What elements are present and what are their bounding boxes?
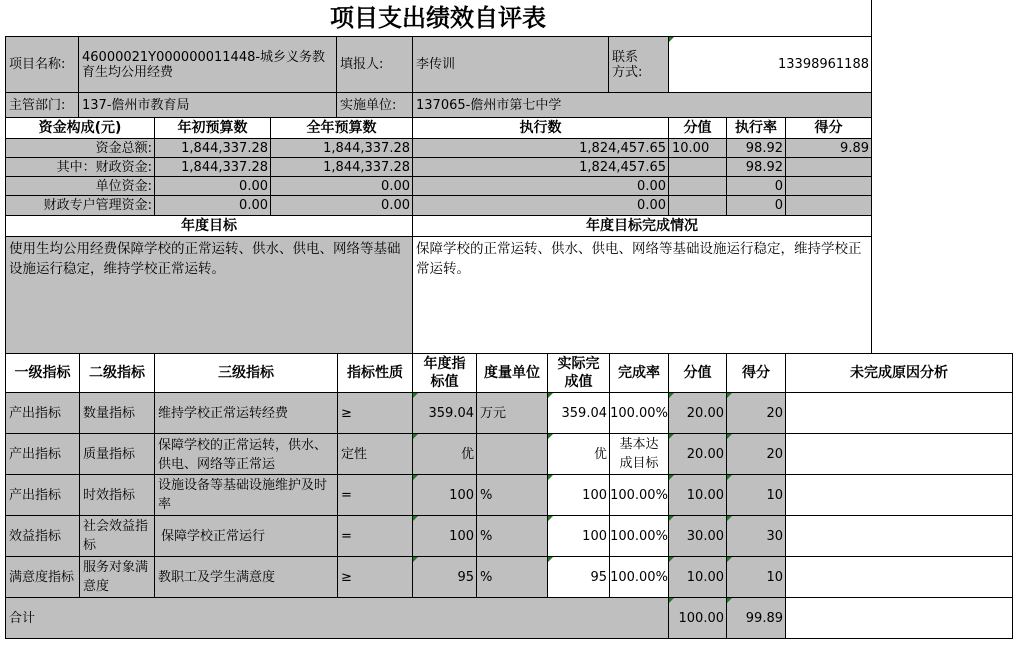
ind-header-unit: 度量单位: [476, 353, 548, 393]
ind-row-actual[interactable]: 100: [547, 474, 610, 516]
ind-header-l2: 二级指标: [79, 353, 155, 393]
ind-row-target: 95: [412, 556, 477, 598]
ind-row-rate[interactable]: 基本达成目标: [609, 433, 669, 475]
funds-row-rate: 0: [726, 195, 786, 216]
funds-row-initial: 0.00: [154, 195, 271, 216]
ind-row-l1: 产出指标: [5, 392, 80, 434]
ind-row-unit: [476, 433, 548, 475]
funds-row-annual: 1,844,337.28: [270, 138, 413, 158]
ind-header-actual: 实际完成值: [547, 353, 610, 393]
page-title: 项目支出绩效自评表: [5, 0, 872, 36]
funds-row-score-value: 10.00: [668, 138, 727, 158]
funds-header-initial: 年初预算数: [154, 117, 271, 139]
ind-row-value: 10.00: [668, 556, 727, 598]
ind-row-l3: 教职工及学生满意度: [154, 556, 338, 598]
ind-row-reason[interactable]: [785, 392, 1013, 434]
funds-row-score-value: [668, 157, 727, 177]
ind-row-l1: 效益指标: [5, 515, 80, 557]
funds-row-annual: 0.00: [270, 176, 413, 196]
ind-row-score: 20: [726, 433, 786, 475]
ind-row-reason[interactable]: [785, 474, 1013, 516]
funds-row-score: 9.89: [785, 138, 872, 158]
ind-row-actual[interactable]: 359.04: [547, 392, 610, 434]
ind-header-nature: 指标性质: [337, 353, 413, 393]
funds-header-annual: 全年预算数: [270, 117, 413, 139]
ind-row-reason[interactable]: [785, 515, 1013, 557]
ind-row-l3: 设施设备等基础设施维护及时率: [154, 474, 338, 516]
funds-row-executed: 0.00: [412, 195, 669, 216]
annual-goal-header: 年度目标: [5, 215, 413, 237]
ind-row-l2: 社会效益指标: [79, 515, 155, 557]
funds-row-initial: 1,844,337.28: [154, 138, 271, 158]
ind-row-reason[interactable]: [785, 433, 1013, 475]
ind-row-nature: ≥: [337, 556, 413, 598]
ind-row-target: 359.04: [412, 392, 477, 434]
reporter-value: 李传训: [412, 36, 609, 93]
ind-row-l1: 产出指标: [5, 474, 80, 516]
ind-row-nature: ≥: [337, 392, 413, 434]
ind-row-score: 20: [726, 392, 786, 434]
funds-row-annual: 1,844,337.28: [270, 157, 413, 177]
funds-header-score-value: 分值: [668, 117, 727, 139]
funds-row-executed: 1,824,457.65: [412, 138, 669, 158]
ind-header-score: 得分: [726, 353, 786, 393]
ind-row-l2: 质量指标: [79, 433, 155, 475]
ind-header-rate: 完成率: [609, 353, 669, 393]
contact-label: 联系方式:: [608, 36, 669, 93]
ind-row-score: 10: [726, 556, 786, 598]
funds-row-initial: 1,844,337.28: [154, 157, 271, 177]
funds-row-rate: 98.92: [726, 138, 786, 158]
total-reason[interactable]: [785, 597, 1013, 639]
funds-row-label: 其中：财政资金:: [5, 157, 155, 177]
funds-row-rate: 98.92: [726, 157, 786, 177]
ind-row-unit: %: [476, 556, 548, 598]
ind-row-value: 20.00: [668, 433, 727, 475]
ind-row-l2: 服务对象满意度: [79, 556, 155, 598]
funds-row-score: [785, 195, 872, 216]
annual-goal-text: 使用生均公用经费保障学校的正常运转、供水、供电、网络等基础设施运行稳定，维持学校正常运转。: [5, 236, 413, 354]
dept-label: 主管部门:: [5, 92, 79, 118]
ind-header-value: 分值: [668, 353, 727, 393]
ind-row-l1: 产出指标: [5, 433, 80, 475]
funds-row-score: [785, 157, 872, 177]
total-label: 合计: [5, 597, 669, 639]
funds-row-annual: 0.00: [270, 195, 413, 216]
ind-row-l3: 保障学校正常运行: [154, 515, 338, 557]
ind-row-target: 优: [412, 433, 477, 475]
unit-value: 137065-儋州市第七中学: [412, 92, 872, 118]
funds-row-initial: 0.00: [154, 176, 271, 196]
funds-row-rate: 0: [726, 176, 786, 196]
ind-row-target: 100: [412, 474, 477, 516]
ind-header-reason: 未完成原因分析: [785, 353, 1013, 393]
reporter-label: 填报人:: [336, 36, 413, 93]
ind-row-nature: =: [337, 515, 413, 557]
ind-row-target: 100: [412, 515, 477, 557]
dept-value: 137-儋州市教育局: [78, 92, 337, 118]
funds-row-label: 单位资金:: [5, 176, 155, 196]
funds-row-score: [785, 176, 872, 196]
funds-row-label: 财政专户管理资金:: [5, 195, 155, 216]
funds-row-score-value: [668, 176, 727, 196]
funds-header-executed: 执行数: [412, 117, 669, 139]
total-score: 99.89: [726, 597, 786, 639]
ind-row-value: 10.00: [668, 474, 727, 516]
ind-row-score: 30: [726, 515, 786, 557]
ind-row-actual[interactable]: 100: [547, 515, 610, 557]
ind-row-value: 30.00: [668, 515, 727, 557]
ind-row-l1: 满意度指标: [5, 556, 80, 598]
ind-row-rate: 100.00%: [609, 556, 669, 598]
goal-completion-text: 保障学校的正常运转、供水、供电、网络等基础设施运行稳定，维持学校正常运转。: [412, 236, 872, 354]
funds-row-label: 资金总额:: [5, 138, 155, 158]
unit-label: 实施单位:: [336, 92, 413, 118]
funds-row-executed: 0.00: [412, 176, 669, 196]
ind-row-nature: 定性: [337, 433, 413, 475]
ind-row-actual[interactable]: 95: [547, 556, 610, 598]
contact-value: 13398961188: [668, 36, 872, 93]
ind-row-actual[interactable]: 优: [547, 433, 610, 475]
funds-header-rate: 执行率: [726, 117, 786, 139]
ind-header-l3: 三级指标: [154, 353, 338, 393]
ind-row-l3: 保障学校的正常运转，供水、供电、网络等正常运: [154, 433, 338, 475]
project-name-label: 项目名称:: [5, 36, 79, 93]
ind-row-value: 20.00: [668, 392, 727, 434]
ind-row-unit: %: [476, 515, 548, 557]
ind-row-l2: 数量指标: [79, 392, 155, 434]
funds-row-executed: 1,824,457.65: [412, 157, 669, 177]
goal-completion-header: 年度目标完成情况: [412, 215, 872, 237]
ind-row-rate: 100.00%: [609, 515, 669, 557]
ind-row-unit: 万元: [476, 392, 548, 434]
funds-row-score-value: [668, 195, 727, 216]
ind-row-unit: %: [476, 474, 548, 516]
funds-header-score: 得分: [785, 117, 872, 139]
ind-row-l3: 维持学校正常运转经费: [154, 392, 338, 434]
total-value: 100.00: [668, 597, 727, 639]
ind-row-rate: 100.00%: [609, 392, 669, 434]
ind-header-l1: 一级指标: [5, 353, 80, 393]
funds-header-composition: 资金构成(元): [5, 117, 155, 139]
ind-row-rate: 100.00%: [609, 474, 669, 516]
ind-row-reason[interactable]: [785, 556, 1013, 598]
ind-row-score: 10: [726, 474, 786, 516]
ind-header-target: 年度指标值: [412, 353, 477, 393]
ind-row-l2: 时效指标: [79, 474, 155, 516]
project-name-value: 46000021Y000000011448-城乡义务教育生均公用经费: [78, 36, 337, 93]
ind-row-nature: =: [337, 474, 413, 516]
